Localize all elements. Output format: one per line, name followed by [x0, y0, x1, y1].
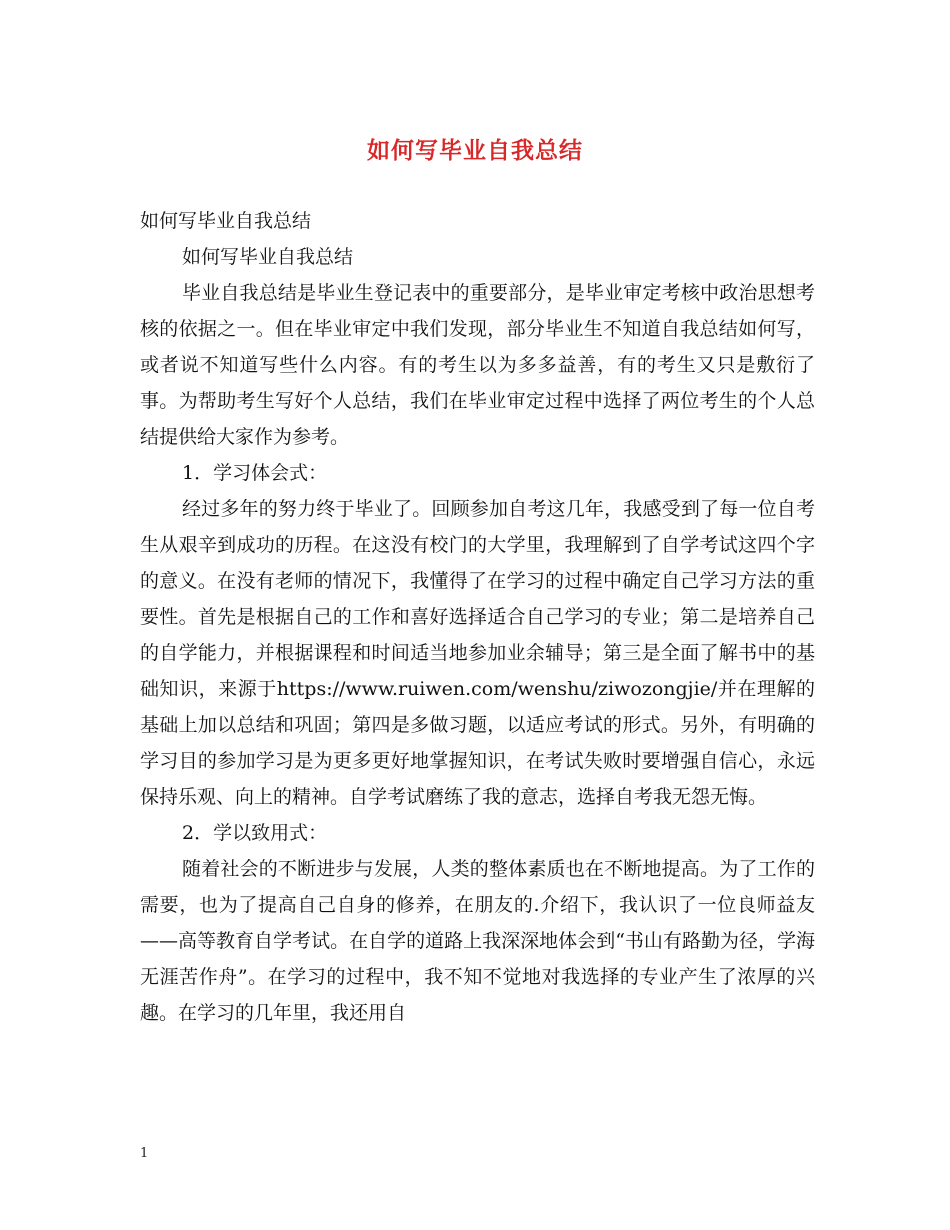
page-number: 1	[140, 1146, 149, 1161]
document-body	[140, 203, 815, 1031]
section-heading-2: 2．学以致用式：	[182, 822, 328, 844]
intro-paragraph: 毕业自我总结是毕业生登记表中的重要部分，是毕业审定考核中政治思想考核的依据之一。但在毕业审定中我们发现，部分毕业生不知道自我总结如何写，或者说不知道写些什么内容。有的考生以为多多益善，有的考生又只是敷衍了事。为帮助考生写好个人总结，我们在毕业审定过程中选择了两位考生的个人总结提供给大家作为参考。	[140, 282, 815, 448]
section-paragraph-1: 经过多年的努力终于毕业了。回顾参加自考这几年，我感受到了每一位自考生从艰辛到成功的历程。在这没有校门的大学里，我理解到了自学考试这四个字的意义。在没有老师的情况下，我懂得了在学习的过程中确定自己学习方法的重要性。首先是根据自己的工作和喜好选择适合自己学习的专业；第二是培养自己的自学能力，并根据课程和时间适当地参加业余辅导；第三是全面了解书中的基础知识，来源于https://www.ruiwen.com/wenshu/ziwozongjie/并在理解的基础上加以总结和巩固；第四是多做习题，以适应考试的形式。另外，有明确的学习目的参加学习是为更多更好地掌握知识，在考试失败时要增强自信心，永远保持乐观、向上的精神。自学考试磨练了我的意志，选择自考我无怨无悔。	[140, 498, 815, 808]
heading-line: 如何写毕业自我总结	[140, 210, 312, 232]
subheading-line: 如何写毕业自我总结	[182, 246, 354, 268]
section-heading-1: 1．学习体会式：	[182, 462, 328, 484]
section-paragraph-2: 随着社会的不断进步与发展，人类的整体素质也在不断地提高。为了工作的需要，也为了提高自己自身的修养，在朋友的.介绍下，我认识了一位良师益友——高等教育自学考试。在自学的道路上我深深地体会到“书山有路勤为径，学海无涯苦作舟”。在学习的过程中，我不知不觉地对我选择的专业产生了浓厚的兴趣。在学习的几年里，我还用自	[140, 858, 815, 1024]
document-title: 如何写毕业自我总结	[367, 137, 583, 164]
